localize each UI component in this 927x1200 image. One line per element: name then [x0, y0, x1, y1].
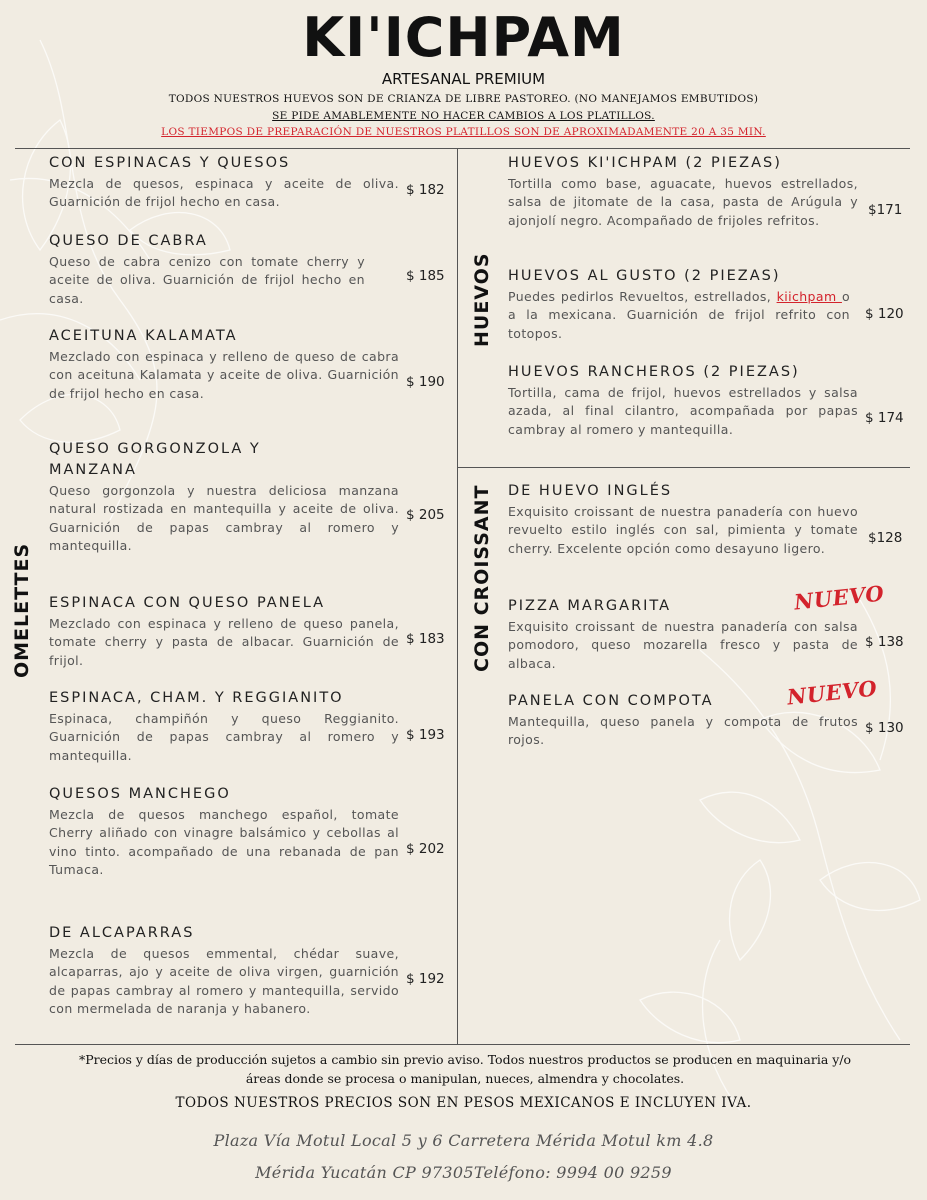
item-description: Mezclado con espinaca y relleno de queso de cabra con aceituna Kalamata y aceite de oliva. Guarnición de frijol hecho en casa. [49, 349, 399, 401]
item-description: Tortilla, cama de frijol, huevos estrellados y salsa azada, al final cilantro, acompañada por papas cambray al romero y mantequilla. [508, 385, 858, 437]
item-description: Mantequilla, queso panela y compota de frutos rojos. [508, 714, 858, 748]
column-divider [457, 148, 458, 1044]
menu-item [49, 438, 399, 556]
brand-subtitle: ARTESANAL PREMIUM [381, 70, 546, 88]
note-eggs: TODOS NUESTROS HUEVOS SON DE CRIANZA DE LIBRE PASTOREO. (NO MANEJAMOS EMBUTIDOS) [168, 93, 759, 105]
note-no-changes [0, 110, 927, 122]
footer-address: Plaza Vía Motul Local 5 y 6 Carretera Mérida Motul km 4.8 [213, 1131, 714, 1150]
item-description: Exquisito croissant de nuestra panadería con huevo revuelto estilo inglés con sal, pimienta y tomate cherry. Excelente opción como desayuno ligero. [508, 504, 858, 556]
top-divider [15, 148, 910, 149]
item-description: Queso de cabra cenizo con tomate cherry y aceite de oliva. Guarnición de frijol hecho en casa. [49, 254, 365, 306]
item-price: $ 202 [406, 841, 445, 857]
item-price: $ 182 [406, 182, 445, 198]
menu-item [49, 152, 399, 212]
item-title: QUESOS MANCHEGO [49, 786, 231, 802]
item-title: HUEVOS RANCHEROS (2 PIEZAS) [508, 364, 800, 380]
footer-disclaimer: *Precios y días de producción sujetos a cambio sin previo aviso. Todos nuestros productos se producen en maquinaria y/o áreas donde se procesa o manipulan, nueces, almendra y chocolates. [78, 1052, 852, 1086]
menu-item [49, 783, 399, 880]
item-description: Queso gorgonzola y nuestra deliciosa manzana natural rostizada en mantequilla y aceite de oliva. Guarnición de papas cambray al romero y mantequilla. [49, 483, 399, 554]
menu-item [49, 230, 365, 308]
item-price: $171 [868, 202, 903, 218]
menu-item [508, 265, 850, 343]
section-label-croissant: CON CROISSANT [471, 484, 493, 672]
item-title: PANELA CON COMPOTA [508, 693, 714, 709]
item-price: $ 130 [865, 720, 904, 736]
item-price: $ 183 [406, 631, 445, 647]
item-description: Exquisito croissant de nuestra panadería con salsa pomodoro, queso mozarella fresco y pasta de albaca. [508, 619, 858, 671]
item-price: $ 205 [406, 507, 445, 523]
item-title: ESPINACA CON QUESO PANELA [49, 595, 326, 611]
menu-item [49, 922, 399, 1019]
item-title: CON ESPINACAS Y QUESOS [49, 155, 291, 171]
menu-item [508, 480, 858, 558]
item-title: QUESO GORGONZOLA Y [49, 441, 261, 457]
item-title: DE HUEVO INGLÉS [508, 483, 673, 499]
item-price: $ 193 [406, 727, 445, 743]
item-price: $ 190 [406, 374, 445, 390]
item-price: $ 185 [406, 268, 445, 284]
note-prep-time-text: LOS TIEMPOS DE PREPARACIÓN DE NUESTROS PLATILLOS SON DE APROXIMADAMENTE 20 A 35 MIN. [161, 126, 766, 138]
item-description: Mezclado con espinaca y relleno de queso panela, tomate cherry y pasta de albacar. Guarnición de frijol. [49, 616, 399, 668]
item-price: $ 120 [865, 306, 904, 322]
item-title: ACEITUNA KALAMATA [49, 328, 238, 344]
item-description [508, 288, 850, 343]
item-description: Mezcla de quesos manchego español, tomate Cherry aliñado con vinagre balsámico y cebollas al vino tinto. acompañado de una rebanada de pan Tumaca. [49, 807, 399, 878]
kiichpam-link[interactable]: kiichpam [776, 289, 842, 304]
item-title: ESPINACA, CHAM. Y REGGIANITO [49, 690, 344, 706]
menu-item [508, 361, 858, 439]
item-description: Mezcla de quesos emmental, chédar suave, alcaparras, ajo y aceite de oliva virgen, guarnición de papas cambray al romero y mantequilla, servido con mermelada de naranja y habanero. [49, 946, 399, 1017]
item-price: $ 192 [406, 971, 445, 987]
item-title: HUEVOS AL GUSTO (2 PIEZAS) [508, 268, 781, 284]
bottom-divider [15, 1044, 910, 1045]
item-title: DE ALCAPARRAS [49, 925, 195, 941]
item-description: Tortilla como base, aguacate, huevos estrellados, salsa de jitomate de la casa, pasta de Arúgula y ajonjolí negro. Acompañado de frijoles refritos. [508, 176, 858, 228]
note-prep-time [0, 126, 927, 138]
item-price: $128 [868, 530, 903, 546]
item-title: QUESO DE CABRA [49, 233, 208, 249]
item-description-end: o a la mexicana. Guarnición de frijol refrito con totopos. [508, 289, 850, 341]
menu-item [49, 687, 399, 765]
item-price: $ 174 [865, 410, 904, 426]
section-label-omelettes: OMELETTES [11, 542, 33, 678]
item-description: Mezcla de quesos, espinaca y aceite de oliva. Guarnición de frijol hecho en casa. [49, 176, 399, 210]
item-price: $ 138 [865, 634, 904, 650]
menu-item [49, 592, 399, 670]
section-divider [457, 467, 910, 468]
item-title-line2: MANZANA [49, 462, 137, 478]
footer-contact: Mérida Yucatán CP 97305Teléfono: 9994 00 9259 [255, 1163, 672, 1182]
item-description-start: Puedes pedirlos Revueltos, estrellados, [508, 289, 777, 304]
new-badge: NUEVO [792, 580, 886, 615]
menu-item [508, 152, 858, 230]
footer-prices-note: TODOS NUESTROS PRECIOS SON EN PESOS MEXICANOS E INCLUYEN IVA. [175, 1095, 752, 1111]
note-no-changes-text: SE PIDE AMABLEMENTE NO HACER CAMBIOS A LOS PLATILLOS. [272, 110, 655, 122]
brand-title: KI'ICHPAM [302, 6, 625, 69]
section-label-huevos: HUEVOS [471, 252, 493, 347]
item-description: Espinaca, champiñón y queso Reggianito. Guarnición de papas cambray al romero y mantequilla. [49, 711, 399, 763]
item-title: HUEVOS KI'ICHPAM (2 PIEZAS) [508, 155, 782, 171]
new-badge: NUEVO [785, 675, 879, 710]
item-title: PIZZA MARGARITA [508, 598, 672, 614]
menu-item [49, 325, 399, 403]
